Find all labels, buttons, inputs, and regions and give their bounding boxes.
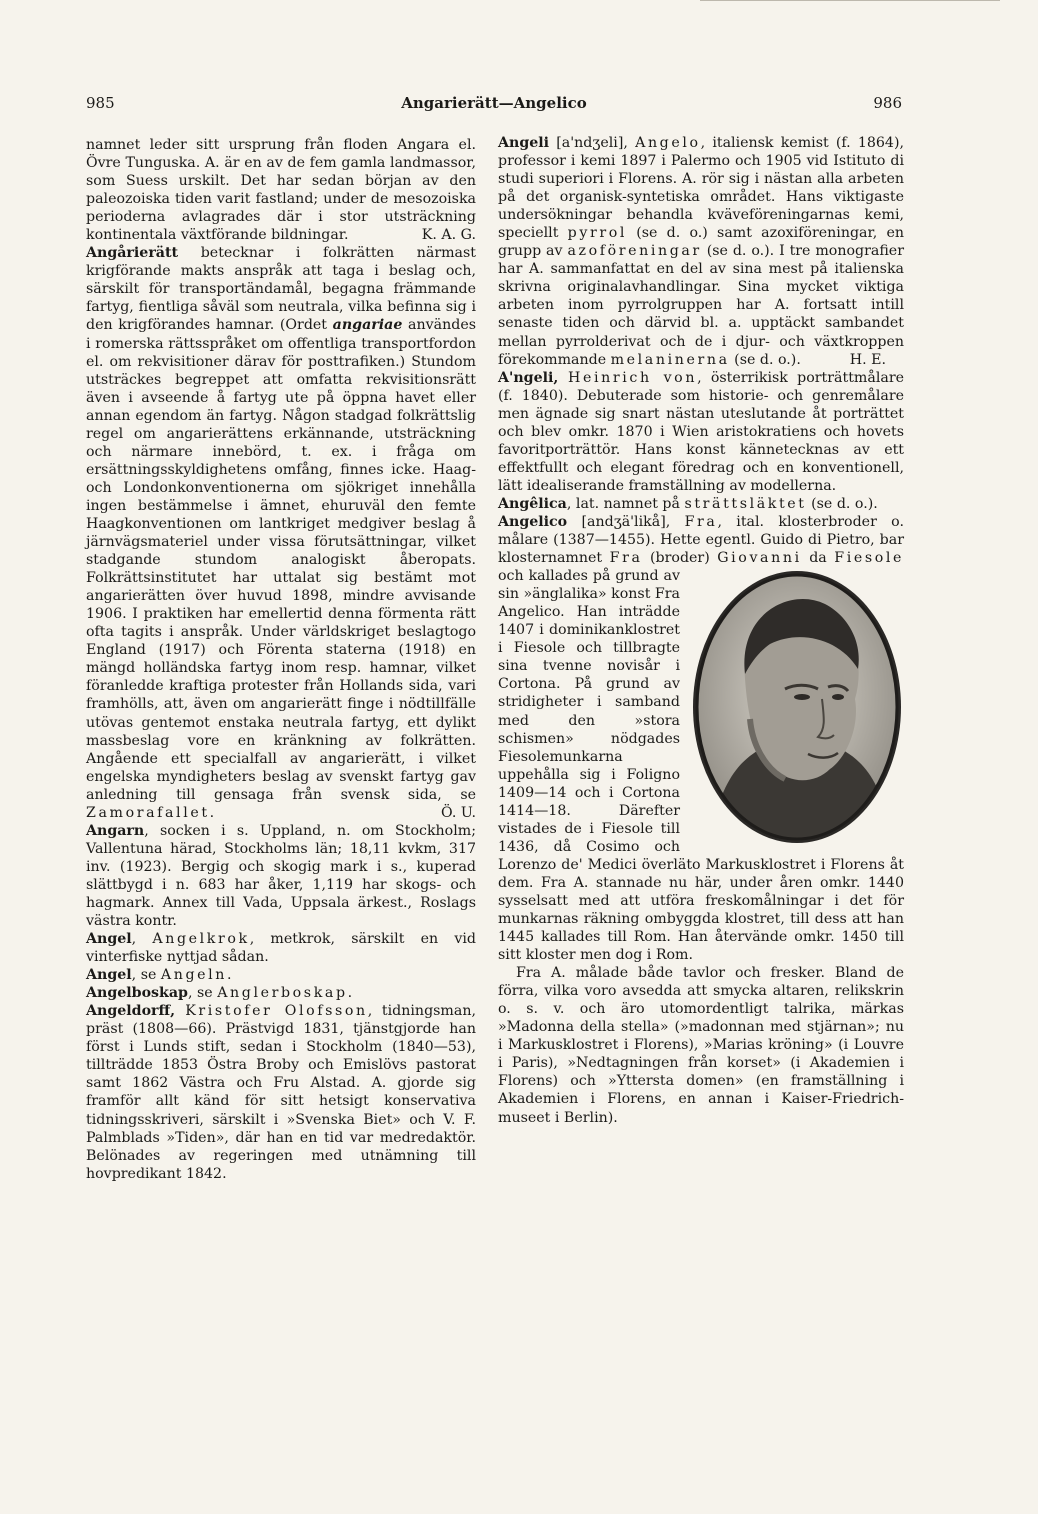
headword: Angel (86, 967, 132, 984)
author-signature: K. A. G. (421, 227, 476, 244)
spaced-name: Angelo (635, 135, 701, 151)
author-signature: Ö. U. (441, 804, 476, 821)
cross-reference: azoföreningar (567, 243, 702, 260)
headword: Angel (86, 931, 132, 948)
entry-angelico-works: Fra A. målade både tavlor och fresker. Bland de förra, vilka voro avsedda att smycka altaren, relikskrin o. s. v. och äro utomordentligt talrika, märkas »Madonna della stella» (»madonnan med stjärnan»; nu i Markusklostret i Florens), »Marias kröning» (i Louvre i Paris), »Nedtagningen från korset» (i Akademien i Florens) och »Yttersta domen» (en framställning i Akademien i Florens, en annan i Kaiser-Friedrich-museet i Berlin). (498, 965, 904, 1126)
entry-continuation: namnet leder sitt ursprung från floden Angara el. Övre Tunguska. A. är en av de fem gamla landmassor, som Suess urskilt. Det har sedan början av den paleozoiska tiden varit fastland; under de mesozoiska perioderna avlagrades där i stor utsträckning kontinentala växtförande bildningar. K. A. G. (86, 137, 476, 244)
headword: Angeldorff, (86, 1003, 186, 1020)
cross-reference: pyrrol (567, 225, 627, 242)
entry-angeli: Angeli [a'ndʒeli], Angelo, italiensk kemist (f. 1864), professor i kemi 1897 i Palermo och 1905 vid Istituto di studi superiori i Florens. A. rör sig i nästan alla arbeten på det organisk-syntetiska området. Hans viktigaste undersökningar behandla kväveföreningarnas kemi, speciellt pyrrol (se d. o.) samt azoxiföreningar, en grupp av azoföreningar (se d. o.). I tre monografier har A. sammanfattat en del av sina mest på italienska skrivna originalavhandlingar. Sina mycket viktiga arbeten inom pyrrolgruppen har A. fortsatt intill senaste tiden och därvid bl. a. upptäckt sambandet mellan pyrrolderivat och de i djur- och växtkroppen förekommande melaninerna (se d. o.). H. E. (498, 135, 904, 368)
spaced-name: Giovanni (717, 550, 802, 567)
headword: Angårierätt (86, 245, 179, 262)
spaced-name: Fiesole (834, 550, 904, 567)
latin-term: angariae (332, 317, 403, 334)
entry-angel-1: Angel, Angelkrok, metkrok, särskilt en vid vinterfiske nyttjad sådan. (86, 931, 476, 966)
spaced-name: Heinrich von (568, 369, 698, 386)
top-rule (700, 0, 1000, 1)
page-number-right: 986 (873, 94, 902, 112)
headword: Angeli (498, 135, 550, 151)
entry-angelboskap: Angelboskap, se Anglerboskap. (86, 985, 353, 1002)
entry-angarn: Angarn, socken i s. Uppland, n. om Stockholm; Vallentuna härad, Stockholms län; 18,11 kvkm, 317 inv. (1923). Bergig och skogig mark i s., kuperad slättbygd i n. 683 har åker, 1,119 har skogs- och hagmark. Annex till Vada, Uppsala ärkest., Roslags västra kontr. (86, 822, 476, 930)
portrait-illustration (690, 569, 904, 845)
entry-angel-2: Angel, se Angeln. (86, 967, 232, 984)
entry-angarieratt: Angårierätt betecknar i folkrätten närmast krigförande makts anspråk att taga i beslag och, särskilt för transportändamål, begagna främmande fartyg, fientliga såväl som neutrala, vilka befinna sig i den krigförandes hamnar. (Ordet angariae användes i romerska rättsspråket om offentliga transportfordon el. om rekvisitioner därav för posttrafiken.) Stundom utsträckes begreppet att omfatta rekvisitionsrätt även i avseende å fartyg ute på öppna havet eller annan egendom än fartyg. Någon stadgad folkrättslig regel om angarierättens erkännande, utsträckning och närmare innebörd, t. ex. i fråga om ersättningsskyldighetens omfång, finnes icke. Haag- och Londonkonventionerna om sjökriget innehålla ingen bestämmelse i ämnet, ehuruväl den femte Haagkonventionen om lantkriget medgiver beslag å järnvägsmateriel under vissa förutsättningar, vilket stadgande stundom analogiskt åberopats. Folkrättsinstitutet har uttalat sig bestämt mot angarierätten över huvud 1898, mindre avvisande 1906. I praktiken har emellertid denna förmenta rätt ofta tagits i anspråk. Under världskriget beslagtogo England (1917) och Förenta staterna (1918) en mängd holländska fartyg inom resp. hamnar, vilket föranledde kraftiga protester från Hollands sida, vari framhölls, att, även om angarierätt finge i nödtillfälle utövas gentemot enstaka neutrala fartyg, ett dylikt massbeslag vore en kränkning av folkrätten. Angående ett specialfall av angarierätt, i vilket engelska myndigheters beslag av svenskt fartyg gav anledning till gensaga från svensk sida, se Zamorafallet. Ö. U. (86, 245, 476, 821)
spaced-term: Angelkrok (152, 931, 250, 948)
entry-angelico: Angelico [andʒä'likå], Fra, ital. klosterbroder o. målare (1387—1455). Hette egentl. Guido di Pietro, bar klosternamnet Fra (broder) Giovanni da Fiesole och kallades på grund av sin »änglalika» konst Fra Angelico. Han inträdde 1407 i dominikanklostret i Fiesole och tillbragte sina tvenne novisår i Cortona. På grund av stridigheter i samband med den »stora schismen» nödgades Fiesolemunkarna uppehålla sig i Foligno 1409—14 och i Cortona 1414—18. Därefter vistades de i Fiesole till 1436, då Cosimo och Lorenzo de' Medici överläto Markusklostret i Florens åt dem. Fra A. stannade nu här, under åren omkr. 1440 sysselsatt med att utföra freskomålningar i det för munkarnas räkning ombyggda klostret, till dess att han 1445 kallades till Rom. Han återvände omkr. 1450 till sitt kloster men dog i Rom. (498, 513, 904, 964)
page-header (86, 94, 902, 120)
entry-angelica: Angêlica, lat. namnet på strättsläktet (se d. o.). (498, 495, 878, 512)
headword: Angarn (86, 822, 145, 839)
spaced-name: Kristofer Olofsson (185, 1003, 368, 1020)
headword: A'ngeli, (498, 369, 569, 386)
headword: Angelico (498, 513, 568, 530)
author-signature: H. E. (849, 351, 886, 368)
entry-angeli-heinrich: A'ngeli, Heinrich von, österrikisk porträttmålare (f. 1840). Debuterade som historie- och genremålare men ägnade sig snart nästan uteslutande åt porträttet och blev omkr. 1870 i Wien aristokratiens och hovets favoritporträttör. Hans konst kännetecknas av ett effektfullt och elegant föredrag och en konventionell, lätt idealiserande framställning av modellerna. (498, 369, 904, 494)
headword: Angelboskap (86, 985, 188, 1002)
entry-angeldorff: Angeldorff, Kristofer Olofsson, tidningsman, präst (1808—66). Prästvigd 1831, tjänstgjorde han först i Lunds stift, sedan i Stockholm (1840—53), tillträdde 1853 Östra Broby och Emislövs pastorat samt 1862 Västra och Fru Alstad. A. gjorde sig framför allt känd för sitt hetsigt konservativa tidningsskriveri, särskilt i »Svenska Biet» och V. F. Palmblads »Tiden», där han en tid var medredaktör. Belönades av regeringen med utnämning till hovpredikant 1842. (86, 1003, 476, 1182)
page-number-left: 985 (86, 94, 115, 112)
right-column (498, 134, 904, 1127)
portrait-fra-angelico (690, 569, 904, 845)
running-title: Angarierätt—Angelico (401, 94, 587, 112)
cross-reference: strättsläktet (684, 495, 807, 512)
spaced-name: Fra (684, 513, 718, 530)
cross-reference: Angeln (160, 967, 228, 984)
cross-reference: Zamorafallet (86, 804, 210, 821)
spaced-name: Fra (609, 550, 643, 567)
left-column (86, 136, 476, 1183)
headword: Angêlica (498, 495, 567, 512)
cross-reference: Anglerboskap (217, 985, 348, 1002)
cross-reference: melaninerna (610, 351, 730, 368)
